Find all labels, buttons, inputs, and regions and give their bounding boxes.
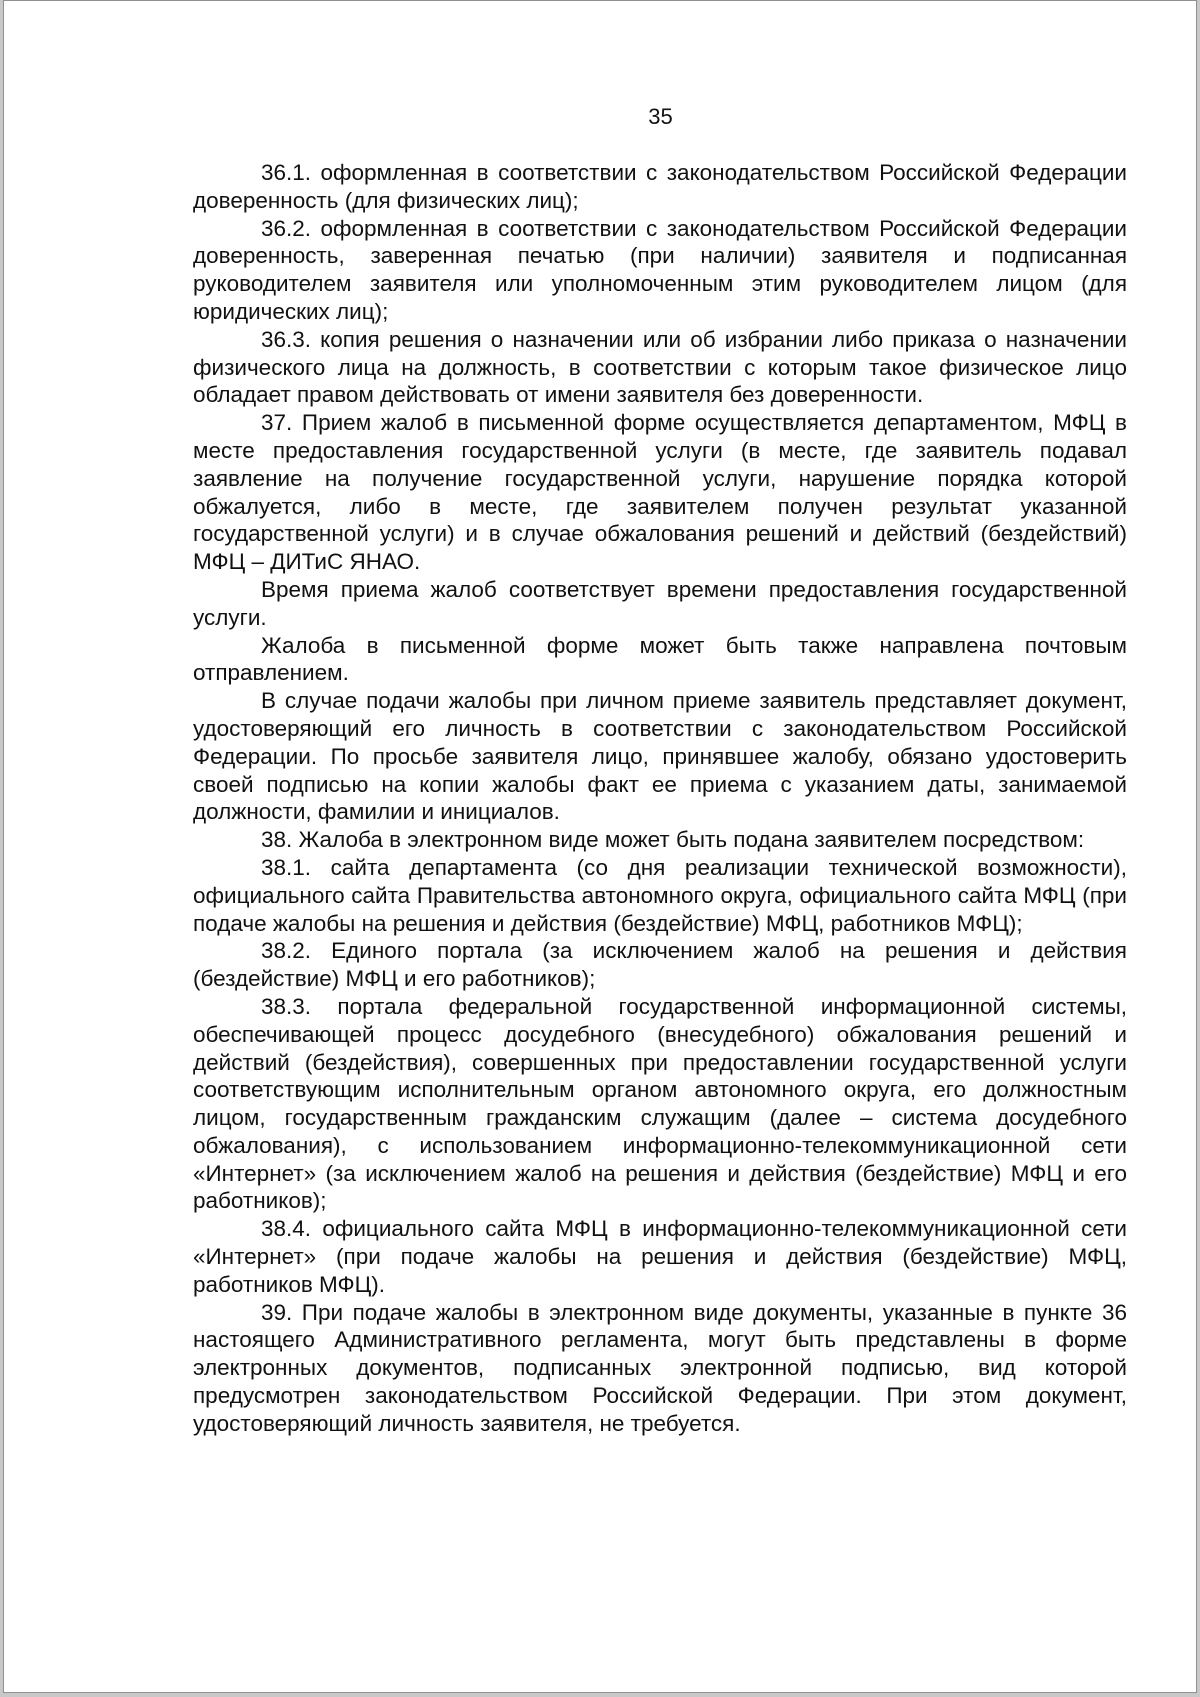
paragraph-38: 38. Жалоба в электронном виде может быть подана заявителем посредством:: [261, 827, 1085, 853]
paragraph-37: 37. Прием жалоб в письменной форме осуществляется департаментом, МФЦ в месте предоставления государственной услуги (в месте, где заявитель подавал заявление на получение государственной услуги, нарушение порядка которой обжалуется, либо в месте, где заявителем получен результат указанной государственной услуги) и в случае обжалования решений и действий (бездействий) МФЦ – ДИТиС ЯНАО.: [193, 410, 1127, 575]
paragraph-38-1: 38.1. сайта департамента (со дня реализации технической возможности), официального сайта Правительства автономного округа, официального сайта МФЦ (при подаче жалобы на решения и действия (бездействие) МФЦ, работников МФЦ);: [193, 854, 1127, 936]
paragraph-37-personal: В случае подачи жалобы при личном приеме заявитель представляет документ, удостоверяющий его личность в соответствии с законодательством Российской Федерации. По просьбе заявителя лицо, принявшее жалобу, обязано удостоверить своей подписью на копии жалобы факт ее приема с указанием даты, занимаемой должности, фамилии и инициалов.: [193, 688, 1127, 825]
paragraph-38-2: 38.2. Единого портала (за исключением жалоб на решения и действия (бездействие) МФЦ и его работников);: [193, 938, 1127, 992]
paragraph-37-mail: Жалоба в письменной форме может быть также направлена почтовым отправлением.: [193, 632, 1127, 686]
paragraph-37-time: Время приема жалоб соответствует времени предоставления государственной услуги.: [193, 576, 1127, 630]
paragraph-39: 39. При подаче жалобы в электронном виде документы, указанные в пункте 36 настоящего Административного регламента, могут быть представлены в форме электронных документов, подписанных электронной подписью, вид которой предусмотрен законодательством Российской Федерации. При этом документ, удостоверяющий личность заявителя, не требуется.: [193, 1299, 1127, 1436]
document-page: [3, 0, 1197, 1693]
paragraph-38-4: 38.4. официального сайта МФЦ в информационно-телекоммуникационной сети «Интернет» (при подаче жалобы на решения и действия (бездействие) МФЦ, работников МФЦ).: [193, 1216, 1127, 1297]
paragraph-38-3: 38.3. портала федеральной государственной информационной системы, обеспечивающей процесс досудебного (внесудебного) обжалования решений и действий (бездействия), совершенных при предоставлении государственной услуги соответствующим исполнительным органом автономного округа, его должностным лицом, государственным гражданским служащим (далее – система досудебного обжалования), с использованием информационно-телекоммуникационной сети «Интернет» (за исключением жалоб на решения и действия (бездействие) МФЦ и его работников);: [193, 993, 1127, 1214]
page-number: 35: [648, 104, 673, 129]
paragraph-36-1: 36.1. оформленная в соответствии с законодательством Российской Федерации доверенность (для физических лиц);: [193, 160, 1127, 213]
document-body: [193, 159, 1127, 1438]
paragraph-36-2: 36.2. оформленная в соответствии с законодательством Российской Федерации доверенность, заверенная печатью (при наличии) заявителя и подписанная руководителем заявителя или уполномоченным этим руководителем лицом (для юридических лиц);: [193, 215, 1127, 324]
paragraph-36-3: 36.3. копия решения о назначении или об избрании либо приказа о назначении физического лица на должность, в соответствии с которым такое физическое лицо обладает правом действовать от имени заявителя без доверенности.: [193, 326, 1127, 408]
